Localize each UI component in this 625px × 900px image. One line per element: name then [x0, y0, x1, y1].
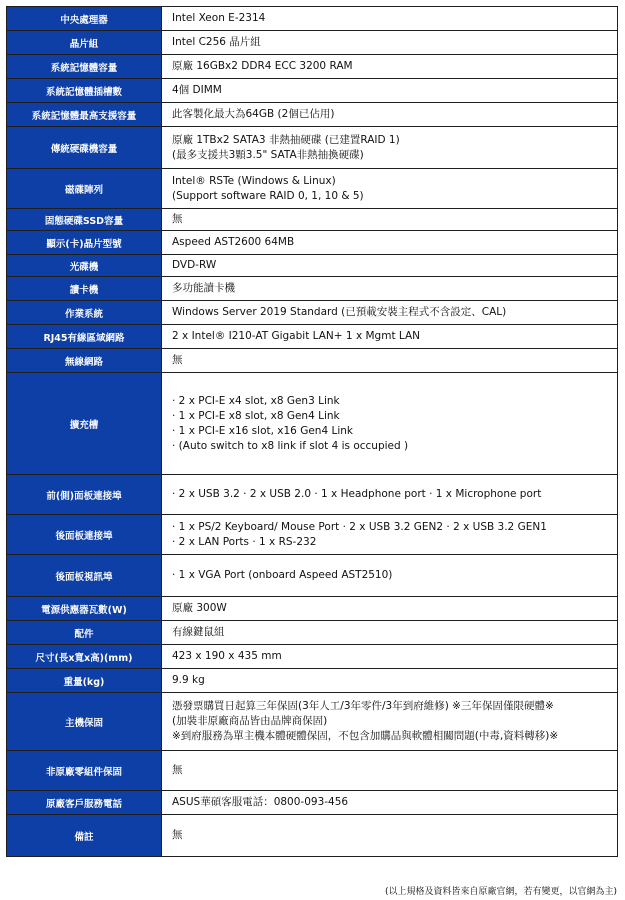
spec-value-line: DVD-RW [172, 259, 217, 271]
spec-value [162, 645, 618, 669]
spec-value-line: (加裝非原廠商品皆由品牌商保固) [172, 715, 328, 727]
spec-label: 系統記憶體插槽數 [7, 79, 162, 103]
spec-label: 光碟機 [7, 255, 162, 277]
spec-label: 傳統硬碟機容量 [7, 127, 162, 169]
spec-value-line: Intel Xeon E-2314 [172, 12, 266, 24]
spec-value-line: 4個 DIMM [172, 84, 222, 96]
spec-label: 顯示(卡)晶片型號 [7, 231, 162, 255]
spec-row [7, 751, 618, 791]
spec-value-line: 9.9 kg [172, 674, 205, 686]
spec-row [7, 7, 618, 31]
spec-label: 後面板連接埠 [7, 515, 162, 555]
spec-label: 讀卡機 [7, 277, 162, 301]
spec-label: RJ45有線區域網路 [7, 325, 162, 349]
spec-row [7, 555, 618, 597]
spec-value-line: ASUS華碩客服電話：0800-093-456 [172, 796, 349, 808]
spec-label: 配件 [7, 621, 162, 645]
spec-value [162, 751, 618, 791]
spec-label: 電源供應器瓦數(W) [7, 597, 162, 621]
spec-label: 後面板視訊埠 [7, 555, 162, 597]
spec-value [162, 103, 618, 127]
spec-row [7, 55, 618, 79]
spec-label: 前(側)面板連接埠 [7, 475, 162, 515]
spec-row [7, 621, 618, 645]
spec-value-line: 2 x Intel® I210-AT Gigabit LAN+ 1 x Mgmt LAN [172, 330, 421, 342]
spec-value [162, 127, 618, 169]
spec-value-line: 無 [172, 354, 183, 366]
spec-row [7, 693, 618, 751]
spec-value-line: (最多支援共3顆3.5" SATA非熱抽換硬碟) [172, 148, 364, 161]
spec-value-line: Intel C256 晶片組 [172, 36, 261, 48]
spec-row [7, 301, 618, 325]
spec-label: 磁碟陣列 [7, 169, 162, 209]
spec-row [7, 325, 618, 349]
spec-value-line: (Support software RAID 0, 1, 10 & 5) [172, 189, 364, 202]
spec-value [162, 7, 618, 31]
spec-row [7, 373, 618, 475]
spec-value [162, 373, 618, 475]
spec-value [162, 31, 618, 55]
spec-value [162, 555, 618, 597]
spec-value-line: 423 x 190 x 435 mm [172, 650, 282, 662]
spec-row [7, 645, 618, 669]
footer-note: (以上規格及資料皆來自原廠官網，若有變更，以官網為主) [384, 887, 617, 897]
spec-value [162, 815, 618, 857]
spec-value [162, 693, 618, 751]
spec-label: 原廠客戶服務電話 [7, 791, 162, 815]
spec-value-line: Aspeed AST2600 64MB [172, 236, 295, 248]
spec-label: 擴充槽 [7, 373, 162, 475]
spec-label: 晶片組 [7, 31, 162, 55]
spec-value-line: · 2 x LAN Ports · 1 x RS-232 [172, 535, 317, 548]
spec-label: 主機保固 [7, 693, 162, 751]
spec-label: 作業系統 [7, 301, 162, 325]
spec-value [162, 277, 618, 301]
spec-value-line: 原廠 300W [172, 602, 227, 614]
spec-value-line: 無 [172, 764, 183, 776]
spec-value-line: · 2 x USB 3.2 · 2 x USB 2.0 · 1 x Headphone port · 1 x Microphone port [172, 488, 542, 500]
spec-row [7, 255, 618, 277]
spec-value-line: 原廠 16GBx2 DDR4 ECC 3200 RAM [172, 60, 353, 72]
spec-label: 系統記憶體最高支援容量 [7, 103, 162, 127]
spec-row [7, 515, 618, 555]
spec-row [7, 79, 618, 103]
spec-row [7, 349, 618, 373]
spec-label: 中央處理器 [7, 7, 162, 31]
spec-table [6, 6, 618, 857]
spec-value [162, 515, 618, 555]
spec-label: 備註 [7, 815, 162, 857]
spec-row [7, 815, 618, 857]
spec-row [7, 127, 618, 169]
spec-row [7, 475, 618, 515]
spec-row [7, 791, 618, 815]
spec-row [7, 277, 618, 301]
spec-value-line: 原廠 1TBx2 SATA3 非熱抽硬碟 (已建置RAID 1) [172, 133, 400, 146]
spec-value [162, 597, 618, 621]
spec-row [7, 31, 618, 55]
spec-row [7, 209, 618, 231]
spec-label: 無線網路 [7, 349, 162, 373]
spec-value-line: 憑發票購買日起算三年保固(3年人工/3年零件/3年到府維修) ※三年保固僅限硬體※ [172, 700, 554, 712]
spec-value-line: Windows Server 2019 Standard (已預載安裝主程式不含設定、CAL) [172, 306, 507, 318]
spec-label: 尺寸(長x寬x高)(mm) [7, 645, 162, 669]
spec-value-line: 有線鍵鼠組 [172, 626, 225, 638]
spec-row [7, 103, 618, 127]
spec-value-line: ※到府服務為單主機本體硬體保固，不包含加購品與軟體相關問題(中毒,資料轉移)※ [172, 730, 559, 742]
spec-value [162, 621, 618, 645]
spec-label: 重量(kg) [7, 669, 162, 693]
spec-value [162, 669, 618, 693]
spec-value [162, 231, 618, 255]
spec-value [162, 55, 618, 79]
spec-value-line: 此客製化最大為64GB (2個已佔用) [172, 108, 335, 120]
spec-value [162, 791, 618, 815]
spec-row [7, 669, 618, 693]
spec-value-line: · 2 x PCI-E x4 slot, x8 Gen3 Link [172, 394, 340, 407]
spec-label: 系統記憶體容量 [7, 55, 162, 79]
spec-value [162, 349, 618, 373]
spec-value [162, 301, 618, 325]
spec-value [162, 475, 618, 515]
spec-value [162, 169, 618, 209]
spec-row [7, 169, 618, 209]
spec-value-line: · 1 x PCI-E x8 slot, x8 Gen4 Link [172, 409, 340, 422]
spec-label: 非原廠零組件保固 [7, 751, 162, 791]
spec-value-line: · 1 x PS/2 Keyboard/ Mouse Port · 2 x USB 3.2 GEN2 · 2 x USB 3.2 GEN1 [172, 520, 547, 533]
spec-value-line: 多功能讀卡機 [172, 282, 235, 294]
spec-row [7, 231, 618, 255]
spec-value-line: · (Auto switch to x8 link if slot 4 is occupied ) [172, 439, 409, 452]
spec-value [162, 79, 618, 103]
spec-value [162, 209, 618, 231]
spec-row [7, 597, 618, 621]
spec-value [162, 255, 618, 277]
spec-value-line: 無 [172, 829, 183, 841]
spec-value-line: Intel® RSTe (Windows & Linux) [172, 174, 336, 187]
spec-value-line: · 1 x PCI-E x16 slot, x16 Gen4 Link [172, 424, 353, 437]
spec-value [162, 325, 618, 349]
spec-value-line: 無 [172, 213, 183, 225]
spec-value-line: · 1 x VGA Port (onboard Aspeed AST2510) [172, 569, 393, 581]
spec-label: 固態硬碟SSD容量 [7, 209, 162, 231]
